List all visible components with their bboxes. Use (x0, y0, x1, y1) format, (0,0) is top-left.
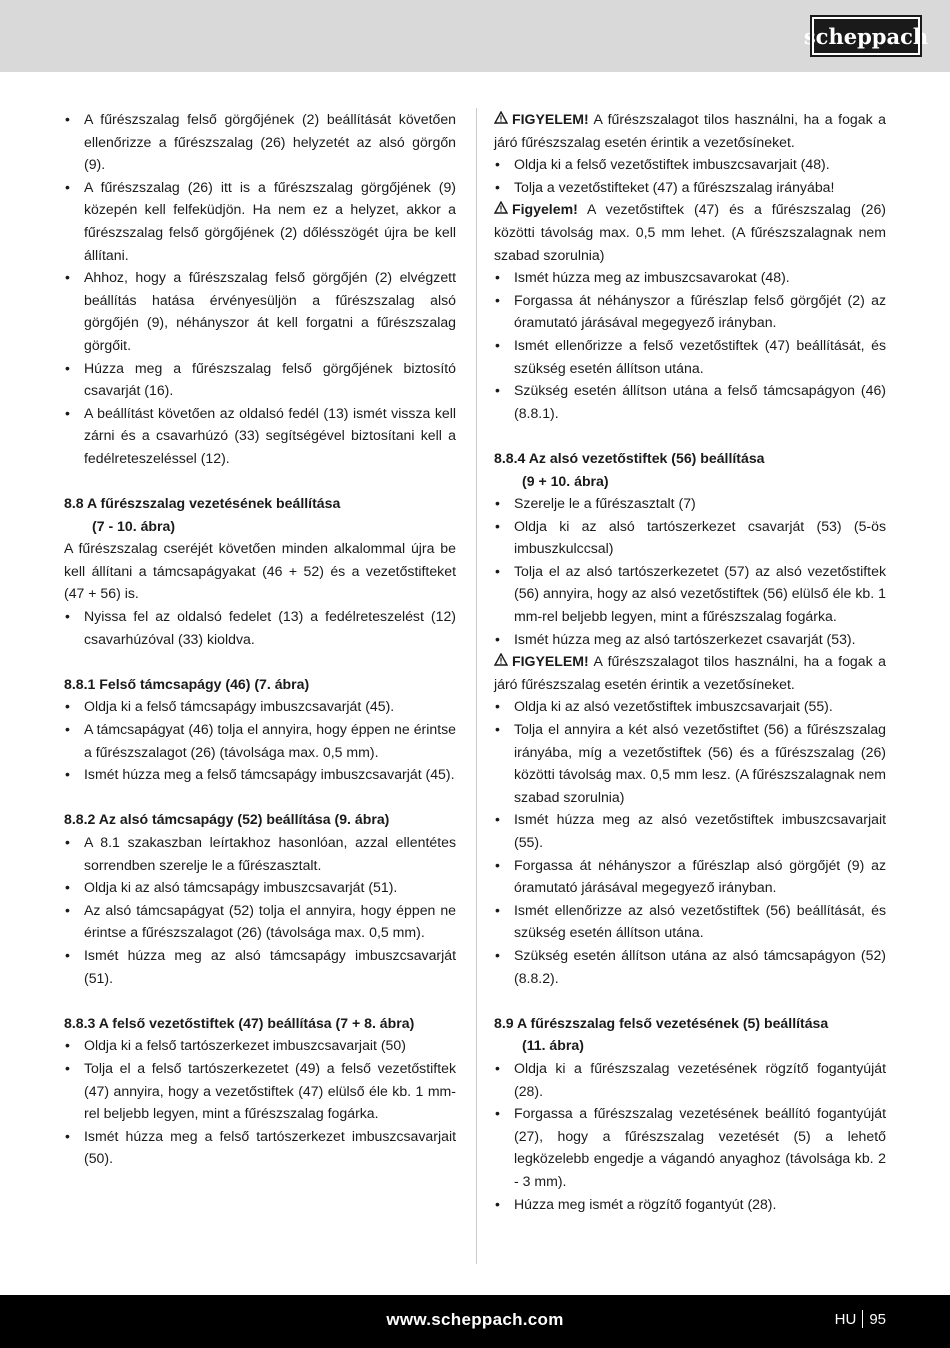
section-heading-8-8-3: 8.8.3 A felső vezetőstiftek (47) beállítása (7 + 8. ábra) (64, 1014, 415, 1031)
list-item: • Oldja ki a fűrészszalag vezetésének rögzítő fogantyúját (28). (494, 1057, 886, 1102)
list-8-8-2 (64, 831, 456, 989)
list-item: • Ismét húzza meg az alsó támcsapágy imbuszcsavarját (51). (64, 944, 456, 989)
list-item: • A 8.1 szakaszban leírtakhoz hasonlóan, azzal ellentétes sorrendben szerelje le a fűrészasztalt. (64, 831, 456, 876)
heading-text: 8.9 A fűrészszalag felső vezetésének (5) beállítása (494, 1014, 829, 1031)
scheppach-logo: scheppach (812, 17, 920, 55)
list-item: • A fűrészszalag (26) itt is a fűrészszalag görgőjének (9) közepén kell felfeküdjön. Ha nem ez a helyzet, akkor a fűrészszalag felső görgőjének (2) dőlésszögét újra be kell állítani. (64, 176, 456, 266)
list-item: • Nyissa fel az oldalsó fedelet (13) a fedélreteszelést (12) csavarhúzóval (33) kioldva. (64, 605, 456, 650)
warning-text: A fűrészszalagot tilos használni, ha a fogak a járó fűrészszalag esetén érintik a vezetősíneket. (494, 111, 886, 150)
list-8-9 (494, 1057, 886, 1215)
list-item: • Oldja ki a felső támcsapágy imbuszcsavarját (45). (64, 695, 456, 718)
list-item: • Szükség esetén állítson utána az alsó támcsapágyon (52) (8.8.2). (494, 944, 886, 989)
page-number: 95 (869, 1310, 886, 1328)
list-item: • Ismét ellenőrizze az alsó vezetőstiftek (56) beállítását, és szükség esetén állítson utána. (494, 899, 886, 944)
heading-text: 8.8 A fűrészszalag vezetésének beállítása (64, 495, 341, 512)
list-item: • Forgassa át néhányszor a fűrészlap alsó görgőjét (9) az óramutató járásával megegyező irányban. (494, 854, 886, 899)
list-right-a (494, 153, 886, 198)
warning-note (494, 108, 886, 153)
list-item: • Oldja ki a felső tartószerkezet imbuszcsavarjait (50) (64, 1034, 456, 1057)
section-heading-8-8-2: 8.8.2 Az alsó támcsapágy (52) beállítása (9. ábra) (64, 811, 390, 828)
website-url: www.scheppach.com (386, 1310, 564, 1329)
section-heading-8-8-1: 8.8.1 Felső támcsapágy (46) (7. ábra) (64, 675, 310, 692)
list-8-8-3 (64, 1034, 456, 1170)
warning-note (494, 650, 886, 695)
list-item: • Szerelje le a fűrészasztalt (7) (494, 492, 886, 515)
list-right-c (494, 695, 886, 989)
separator (862, 1310, 863, 1328)
left-column (64, 108, 456, 1170)
heading-subtext: (9 + 10. ábra) (522, 472, 609, 489)
list-item: • Ahhoz, hogy a fűrészszalag felső görgőjén (2) elvégzett beállítás hatása érvényesüljön a fűrészszalag alsó görgőjén (9), néhányszor át kell forgatni a fűrészszalag görgőit. (64, 266, 456, 356)
warning-text: A fűrészszalagot tilos használni, ha a fogak a járó fűrészszalag esetén érintik a vezetősíneket. (494, 653, 886, 692)
heading-subtext: (11. ábra) (522, 1037, 584, 1054)
list-item: • Húzza meg a fűrészszalag felső görgőjének biztosító csavarját (16). (64, 357, 456, 402)
list-item: • Forgassa át néhányszor a fűrészlap felső görgőjét (2) az óramutató járásával megegyező irányban. (494, 289, 886, 334)
intro-list (64, 108, 456, 470)
warning-label: FIGYELEM! (512, 111, 589, 127)
list-item: • Forgassa a fűrészszalag vezetésének beállító fogantyúját (27), hogy a fűrészszalag vezetését (5) a lehető legközelebb engedje a vágandó anyaghoz (távolsága kb. 2 - 3 mm). (494, 1102, 886, 1192)
list-8-8-4 (494, 492, 886, 650)
list-item: • Ismét húzza meg a felső tartószerkezet imbuszcsavarjait (50). (64, 1125, 456, 1170)
warning-label: FIGYELEM! (512, 653, 589, 670)
warning-text: A vezetőstiftek (47) és a fűrészszalag (26) közötti távolság max. 0,5 mm lehet. (A fűrészszalagnak nem szabad szorulnia) (494, 201, 886, 263)
warning-triangle-icon (494, 650, 512, 673)
list-8-8 (64, 605, 456, 650)
list-item: • A beállítást követően az oldalsó fedél (13) ismét vissza kell zárni és a csavarhúzó (33) segítségével biztosítani kell a fedélreteszeléssel (12). (64, 402, 456, 470)
list-item: • A támcsapágyat (46) tolja el annyira, hogy éppen ne érintse a fűrészszalagot (26) (távolsága max. 0,5 mm). (64, 718, 456, 763)
list-item: • Ismét húzza meg a felső támcsapágy imbuszcsavarját (45). (64, 763, 456, 786)
list-item: • Tolja el a felső tartószerkezetet (49) a felső vezetőstiftek (47) annyira, hogy a vezetőstiftek (47) elülső éle kb. 1 mm-rel beljebb legyen, mint a fűrészszalag fogárka. (64, 1057, 456, 1125)
warning-label: Figyelem! (512, 201, 578, 218)
page-indicator (835, 1310, 886, 1328)
list-item: • Húzza meg ismét a rögzítő fogantyút (28). (494, 1193, 886, 1216)
paragraph: A fűrészszalag cseréjét követően minden alkalommal újra be kell állítani a támcsapágyakat (46 + 52) és a vezetőstifteket (47 + 56) is. (64, 540, 456, 602)
heading-subtext: (7 - 10. ábra) (92, 517, 176, 534)
list-item: • Ismét húzza meg az alsó vezetőstiftek imbuszcsavarjait (55). (494, 808, 886, 853)
list-item: • Ismét ellenőrizze a felső vezetőstiftek (47) beállítását, és szükség esetén állítson utána. (494, 334, 886, 379)
list-item: • A fűrészszalag felső görgőjének (2) beállítását követően ellenőrizze a fűrészszalag (26) helyzetét az alsó görgőn (9). (64, 108, 456, 176)
section-heading-8-8 (64, 492, 456, 537)
warning-note (494, 198, 886, 266)
section-heading-8-8-4 (494, 447, 886, 492)
section-heading-8-9 (494, 1012, 886, 1057)
list-item: • Szükség esetén állítson utána a felső támcsapágyon (46) (8.8.1). (494, 379, 886, 424)
page-header (0, 0, 950, 72)
warning-triangle-icon (494, 108, 512, 131)
list-item: • Oldja ki az alsó támcsapágy imbuszcsavarját (51). (64, 876, 456, 899)
list-item: • Ismét húzza meg az imbuszcsavarokat (48). (494, 266, 886, 289)
list-item: • Tolja a vezetőstifteket (47) a fűrészszalag irányába! (494, 176, 886, 199)
column-divider (476, 108, 477, 1264)
list-item: • Ismét húzza meg az alsó tartószerkezet csavarját (53). (494, 628, 886, 651)
heading-text: 8.8.4 Az alsó vezetőstiftek (56) beállítása (494, 449, 765, 466)
list-item: • Oldja ki az alsó vezetőstiftek imbuszcsavarjait (55). (494, 695, 886, 718)
list-item: • Oldja ki az alsó tartószerkezet csavarját (53) (5-ös imbuszkulccsal) (494, 515, 886, 560)
list-item: • Tolja el annyira a két alsó vezetőstiftet (56) a fűrészszalag irányába, míg a vezetőstiftek (56) és a fűrészszalag (26) közötti távolság max. 0,5 mm lesz. (A fűrészszalagnak nem szabad szorulnia) (494, 718, 886, 808)
page-footer (0, 1295, 950, 1348)
list-item: • Oldja ki a felső vezetőstiftek imbuszcsavarjait (48). (494, 153, 886, 176)
list-8-8-1 (64, 695, 456, 785)
list-item: • Az alsó támcsapágyat (52) tolja el annyira, hogy éppen ne érintse a fűrészszalagot (26) (távolsága max. 0,5 mm). (64, 899, 456, 944)
right-column (494, 108, 886, 1215)
language-code: HU (834, 1310, 857, 1328)
warning-triangle-icon (494, 198, 512, 221)
list-item: • Tolja el az alsó tartószerkezetet (57) az alsó vezetőstiftek (56) annyira, hogy az alsó vezetőstiftek (56) elülső éle kb. 1 mm-rel beljebb legyen, mint a fűrészszalag fogárka. (494, 560, 886, 628)
list-right-b (494, 266, 886, 424)
